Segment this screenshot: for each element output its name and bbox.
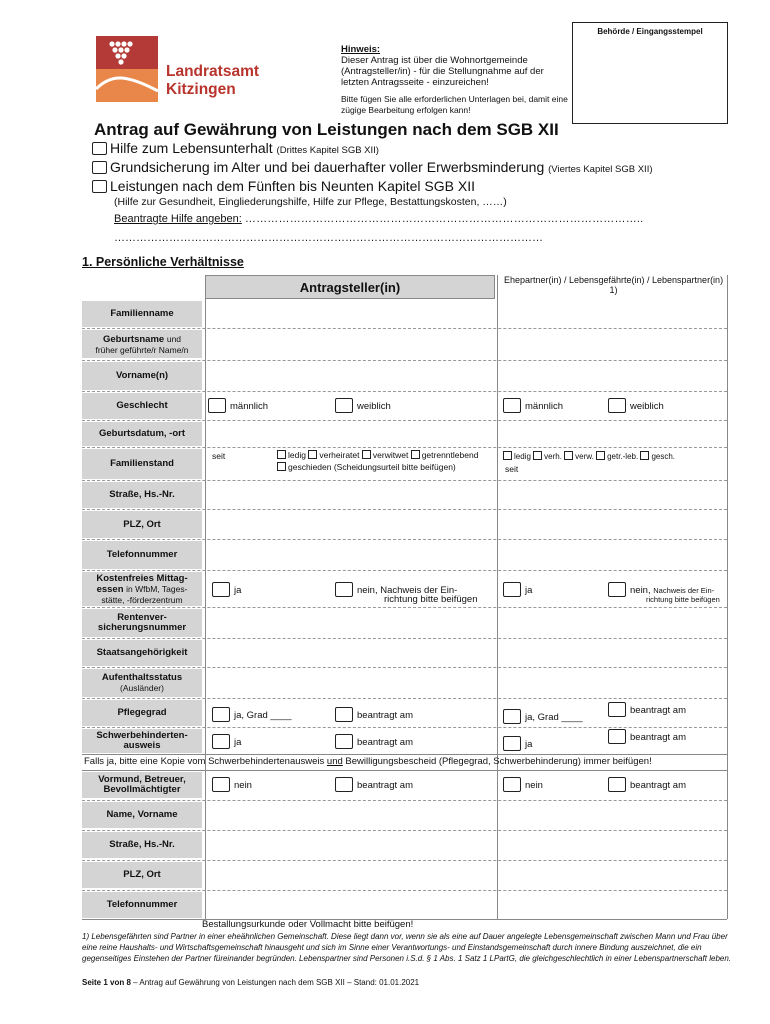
header-applicant: Antragsteller(in) [205, 275, 495, 299]
row-line [82, 360, 727, 361]
label-aufenthalt [82, 669, 202, 697]
label-name-vorname: Name, Vorname [82, 802, 202, 828]
nein-label: nein, [630, 585, 651, 596]
checkbox[interactable] [596, 451, 605, 460]
ja-label: ja [525, 739, 533, 750]
gender-a-male[interactable] [208, 398, 268, 413]
status-a-line1[interactable] [277, 450, 478, 460]
hint-title: Hinweis: [341, 44, 381, 55]
option-label: Hilfe zum Lebensunterhalt [110, 140, 273, 156]
section-title: 1. Persönliche Verhältnisse [82, 255, 244, 269]
beantragt-label: beantragt am [630, 732, 686, 743]
logo-text [166, 63, 259, 99]
dots-2[interactable]: ……………………………………………………………………………………………………… [114, 232, 543, 244]
status-label: verwitwet [372, 450, 409, 460]
label-schwer [82, 729, 202, 753]
seit-label-b: seit [505, 464, 519, 474]
checkbox[interactable] [608, 582, 626, 597]
row-line [82, 447, 727, 448]
rente-2: sicherungsnummer [97, 622, 187, 633]
checkbox[interactable] [362, 450, 371, 459]
geburtsname-und: und [166, 333, 182, 344]
vormund-a-beantragt[interactable] [335, 777, 413, 792]
copy-note [84, 756, 652, 767]
checkbox[interactable] [608, 777, 626, 792]
label-plz-2: PLZ, Ort [82, 862, 202, 888]
kosten-1: Kostenfreies Mittag- [96, 572, 188, 584]
option-leistungen[interactable] [92, 178, 475, 194]
gender-label: männlich [525, 401, 564, 412]
gender-label: männlich [230, 401, 269, 412]
checkbox[interactable] [92, 180, 107, 193]
row-line [82, 754, 727, 755]
page-footer [82, 978, 419, 987]
row-line [82, 698, 727, 699]
checkbox[interactable] [503, 451, 512, 460]
checkbox[interactable] [277, 462, 286, 471]
label-geburtsdatum: Geburtsdatum, -ort [82, 422, 202, 446]
label-geburtsname [82, 330, 202, 358]
status-label: verh. [544, 452, 562, 461]
checkbox[interactable] [212, 707, 230, 722]
row-line [82, 727, 727, 728]
checkbox[interactable] [608, 729, 626, 744]
page-footer-text: – Antrag auf Gewährung von Leistungen nach dem SGB XII – Stand: 01.01.2021 [133, 978, 420, 987]
nein-label: nein [234, 780, 252, 791]
checkbox[interactable] [335, 398, 353, 413]
divider [497, 275, 498, 919]
row-line [82, 509, 727, 510]
row-line [82, 638, 727, 639]
checkbox[interactable] [564, 451, 573, 460]
checkbox[interactable] [308, 450, 317, 459]
gender-a-female[interactable] [335, 398, 391, 413]
label-rente [82, 609, 202, 637]
status-label: ledig [514, 452, 531, 461]
checkbox[interactable] [335, 777, 353, 792]
row-line [82, 480, 727, 481]
logo-wave [96, 69, 158, 102]
divider [205, 299, 206, 919]
gender-b-male[interactable] [503, 398, 563, 413]
status-a-line2[interactable] [277, 462, 456, 472]
row-line [82, 328, 727, 329]
geburtsname-sub: früher geführte/r Name/n [95, 344, 189, 355]
copy-note-pre: Falls ja, bitte eine Kopie vom Schwerbehindertenausweis [84, 756, 325, 767]
copy-note-post: Bewilligungsbescheid (Pflegegrad, Schwerbehinderung) immer beifügen! [345, 756, 652, 767]
checkbox[interactable] [335, 734, 353, 749]
kosten-2: essen [96, 583, 124, 595]
gender-label: weiblich [357, 401, 391, 412]
beantragt-label: beantragt am [357, 710, 413, 721]
status-label: verheiratet [319, 450, 360, 460]
checkbox[interactable] [411, 450, 420, 459]
vormund-a-nein[interactable] [212, 777, 252, 792]
label-pflegegrad: Pflegegrad [82, 700, 202, 726]
kosten-2b: in WfbM, Tages- [126, 583, 188, 594]
checkbox[interactable] [335, 582, 353, 597]
pflege-b-ja[interactable] [503, 709, 583, 724]
kosten-3: stätte, -förderzentrum [101, 594, 183, 605]
vormund-b-beantragt[interactable] [608, 777, 686, 792]
row-line [82, 860, 727, 861]
checkbox[interactable] [277, 450, 286, 459]
beantragt-label: beantragt am [357, 780, 413, 791]
grapes-icon [96, 36, 158, 69]
checkbox[interactable] [212, 734, 230, 749]
pflege-a-ja[interactable] [212, 707, 292, 722]
options-sub: (Hilfe zur Gesundheit, Eingliederungshilfe, Hilfe zur Pflege, Bestattungskosten, ……) [114, 196, 507, 208]
label-kosten [82, 572, 202, 606]
row-line [82, 830, 727, 831]
checkbox[interactable] [92, 142, 107, 155]
beantragt-label: beantragt am [357, 737, 413, 748]
kosten-b-nein-2: richtung bitte beifügen [646, 595, 720, 604]
vormund-2: Bevollmächtigter [103, 784, 181, 795]
label-vormund [82, 772, 202, 798]
checkbox[interactable] [503, 736, 521, 751]
checkbox[interactable] [608, 398, 626, 413]
checkbox[interactable] [335, 707, 353, 722]
grad-label: ja, Grad ____ [525, 712, 583, 723]
bestallung-note: Bestallungsurkunde oder Vollmacht bitte beifügen! [202, 919, 414, 930]
ja-label: ja [525, 585, 533, 596]
checkbox[interactable] [640, 451, 649, 460]
kosten-a-ja[interactable] [212, 582, 241, 597]
checkbox[interactable] [212, 777, 230, 792]
row-line [82, 890, 727, 891]
rente-1: Rentenver- [117, 612, 167, 623]
row-line [82, 770, 727, 771]
option-label: Leistungen nach dem Fünften bis Neunten Kapitel SGB XII [110, 178, 476, 194]
schwer-b-beantragt[interactable] [608, 729, 686, 744]
option-grundsicherung[interactable] [92, 159, 653, 175]
schwer-b-ja[interactable] [503, 736, 532, 751]
schwer-1: Schwerbehinderten- [96, 730, 188, 741]
divider [727, 275, 728, 919]
option-note: (Viertes Kapitel SGB XII) [548, 164, 653, 175]
option-label: Grundsicherung im Alter und bei dauerhafter voller Erwerbsminderung [110, 159, 545, 175]
schwer-a-ja[interactable] [212, 734, 241, 749]
label-strasse-2: Straße, Hs.-Nr. [82, 832, 202, 858]
checkbox[interactable] [92, 161, 107, 174]
status-label: getrenntlebend [421, 450, 479, 460]
status-label: verw. [575, 452, 594, 461]
gender-b-female[interactable] [608, 398, 664, 413]
kosten-b-ja[interactable] [503, 582, 532, 597]
checkbox[interactable] [503, 709, 521, 724]
page-title: Antrag auf Gewährung von Leistungen nach dem SGB XII [94, 120, 559, 139]
nein-label: nein [525, 780, 543, 791]
footnote: 1) Lebensgefährten sind Partner in einer eheähnlichen Gemeinschaft. Diese liegt dann vor, wenn sie als eine auf Dauer angelegte Lebensgemeinschaft zwischen Mann und Frau über eine reine Haushalts- und Wirtschaftsgemeinschaft hinausgeht und sich im Sinne einer Verantwortungs- und Einstandsgemeinschaft durch innere Bindung auszeichnet, die ein gegenseitiges Einstehen der Partner füreinander begründen. Lebenspartner sind Personen i.S.d. § 1 Abs. 1 Satz 1 LPartG, die gleichgeschlechtlich in einer Lebenspartnerschaft leben. [82, 932, 732, 963]
row-line [82, 420, 727, 421]
ja-label: ja [234, 585, 242, 596]
status-label: getr.-leb. [607, 452, 639, 461]
seit-label: seit [212, 451, 226, 461]
beantragt-label: beantragt am [630, 780, 686, 791]
schwer-2: ausweis [123, 740, 161, 751]
kosten-a-nein-2: richtung bitte beifügen [384, 594, 478, 605]
ja-label: ja [234, 737, 242, 748]
status-label: geschieden (Scheidungsurteil bitte beifügen) [288, 462, 456, 472]
checkbox[interactable] [608, 702, 626, 717]
schwer-a-beantragt[interactable] [335, 734, 413, 749]
logo-line2: Kitzingen [166, 81, 236, 98]
checkbox[interactable] [533, 451, 542, 460]
aufenthalt-text: Aufenthaltsstatus [101, 672, 183, 683]
label-staat: Staatsangehörigkeit [82, 640, 202, 666]
copy-note-und: und [326, 756, 343, 767]
stamp-box [572, 22, 728, 124]
label-strasse: Straße, Hs.-Nr. [82, 482, 202, 508]
row-line [82, 667, 727, 668]
label-familienstand: Familienstand [82, 449, 202, 479]
hint-small: Bitte fügen Sie alle erforderlichen Unterlagen bei, damit eine zügige Bearbeitung erfolgen kann! [341, 94, 568, 115]
checkbox[interactable] [503, 582, 521, 597]
pflege-a-beantragt[interactable] [335, 707, 413, 722]
row-line [82, 539, 727, 540]
label-telefon-2: Telefonnummer [82, 892, 202, 918]
status-label: ledig [288, 450, 306, 460]
requested-line[interactable] [114, 213, 643, 225]
beantragt-label: beantragt am [630, 705, 686, 716]
label-telefon: Telefonnummer [82, 541, 202, 569]
pflege-b-beantragt[interactable] [608, 702, 686, 717]
hint-box [341, 44, 571, 116]
requested-label: Beantragte Hilfe angeben: [114, 213, 242, 225]
checkbox[interactable] [503, 398, 521, 413]
row-line [82, 391, 727, 392]
status-label: gesch. [651, 452, 676, 461]
wave-icon [96, 69, 158, 102]
row-line [82, 570, 727, 571]
nein-label: nein, Nachweis der Ein- [357, 585, 458, 596]
option-hlu[interactable] [92, 140, 379, 156]
checkbox[interactable] [208, 398, 226, 413]
geburtsname-text: Geburtsname [102, 333, 165, 345]
option-note: (Drittes Kapitel SGB XII) [276, 145, 379, 156]
checkbox[interactable] [212, 582, 230, 597]
label-familienname: Familienname [82, 301, 202, 327]
row-line [82, 607, 727, 608]
vormund-1: Vormund, Betreuer, [98, 774, 186, 785]
checkbox[interactable] [503, 777, 521, 792]
status-b-line1[interactable] [503, 451, 675, 461]
dots-1: …………………………………………………………………………………………….. [244, 213, 644, 225]
logo-line1: Landratsamt [166, 63, 260, 80]
grad-label: ja, Grad ____ [234, 710, 292, 721]
row-line [82, 800, 727, 801]
nein-label-b: Nachweis der Ein- [653, 586, 715, 595]
gender-label: weiblich [630, 401, 664, 412]
label-plz: PLZ, Ort [82, 511, 202, 538]
label-geschlecht: Geschlecht [82, 393, 202, 419]
label-vorname: Vorname(n) [82, 362, 202, 390]
header-partner: Ehepartner(in) / Lebensgefährte(in) / Lebenspartner(in) 1) [503, 275, 724, 295]
hint-text: Dieser Antrag ist über die Wohnortgemeinde (Antragsteller/in) - für die Stellungnahme auf der letzten Antragsseite - einzureichen! [341, 55, 544, 88]
aufenthalt-sub: (Ausländer) [120, 683, 164, 693]
page-number: Seite 1 von 8 [82, 978, 131, 987]
vormund-b-nein[interactable] [503, 777, 543, 792]
stamp-label: Behörde / Eingangsstempel [597, 27, 703, 36]
